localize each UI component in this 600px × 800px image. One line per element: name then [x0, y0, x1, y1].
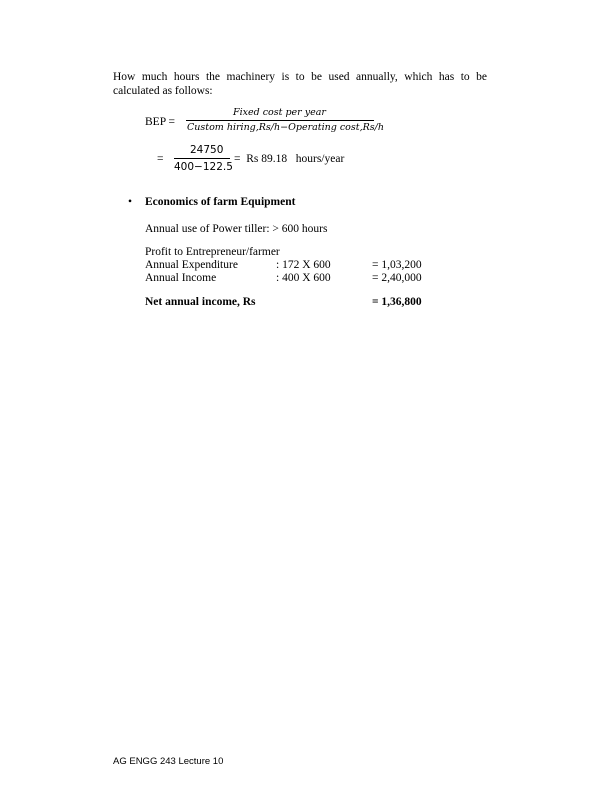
- table-row-expenditure-label: Annual Expenditure: [145, 259, 238, 271]
- page-footer: AG ENGG 243 Lecture 10: [113, 756, 224, 767]
- table-row-income-value: = 2,40,000: [372, 272, 422, 284]
- bep-numerator: Fixed cost per year: [233, 107, 326, 118]
- bullet-icon: •: [128, 196, 133, 208]
- net-income-value: = 1,36,800: [372, 296, 422, 308]
- profit-label: Profit to Entrepreneur/farmer: [145, 246, 280, 258]
- bep-fraction-line: [186, 120, 374, 121]
- calc-fraction-line: [174, 158, 230, 159]
- net-income-label: Net annual income, Rs: [145, 296, 256, 308]
- calc-denominator: 400−122.5: [174, 161, 233, 173]
- table-row-income-calc: : 400 X 600: [276, 272, 331, 284]
- power-tiller-line: Annual use of Power tiller: > 600 hours: [145, 223, 328, 235]
- calc-numerator: 24750: [190, 144, 224, 156]
- calc-result: = Rs 89.18 hours/year: [234, 153, 345, 165]
- table-row-expenditure-value: = 1,03,200: [372, 259, 422, 271]
- bep-denominator: Custom hiring,Rs/h−Operating cost,Rs/h: [187, 122, 384, 133]
- table-row-expenditure-calc: : 172 X 600: [276, 259, 331, 271]
- table-row-income-label: Annual Income: [145, 272, 217, 284]
- bep-label: BEP =: [145, 116, 176, 128]
- section-heading: Economics of farm Equipment: [145, 196, 296, 208]
- calc-equals: =: [157, 153, 164, 165]
- intro-paragraph: How much hours the machinery is to be used annually, which has to be calculated as follows:: [113, 71, 487, 97]
